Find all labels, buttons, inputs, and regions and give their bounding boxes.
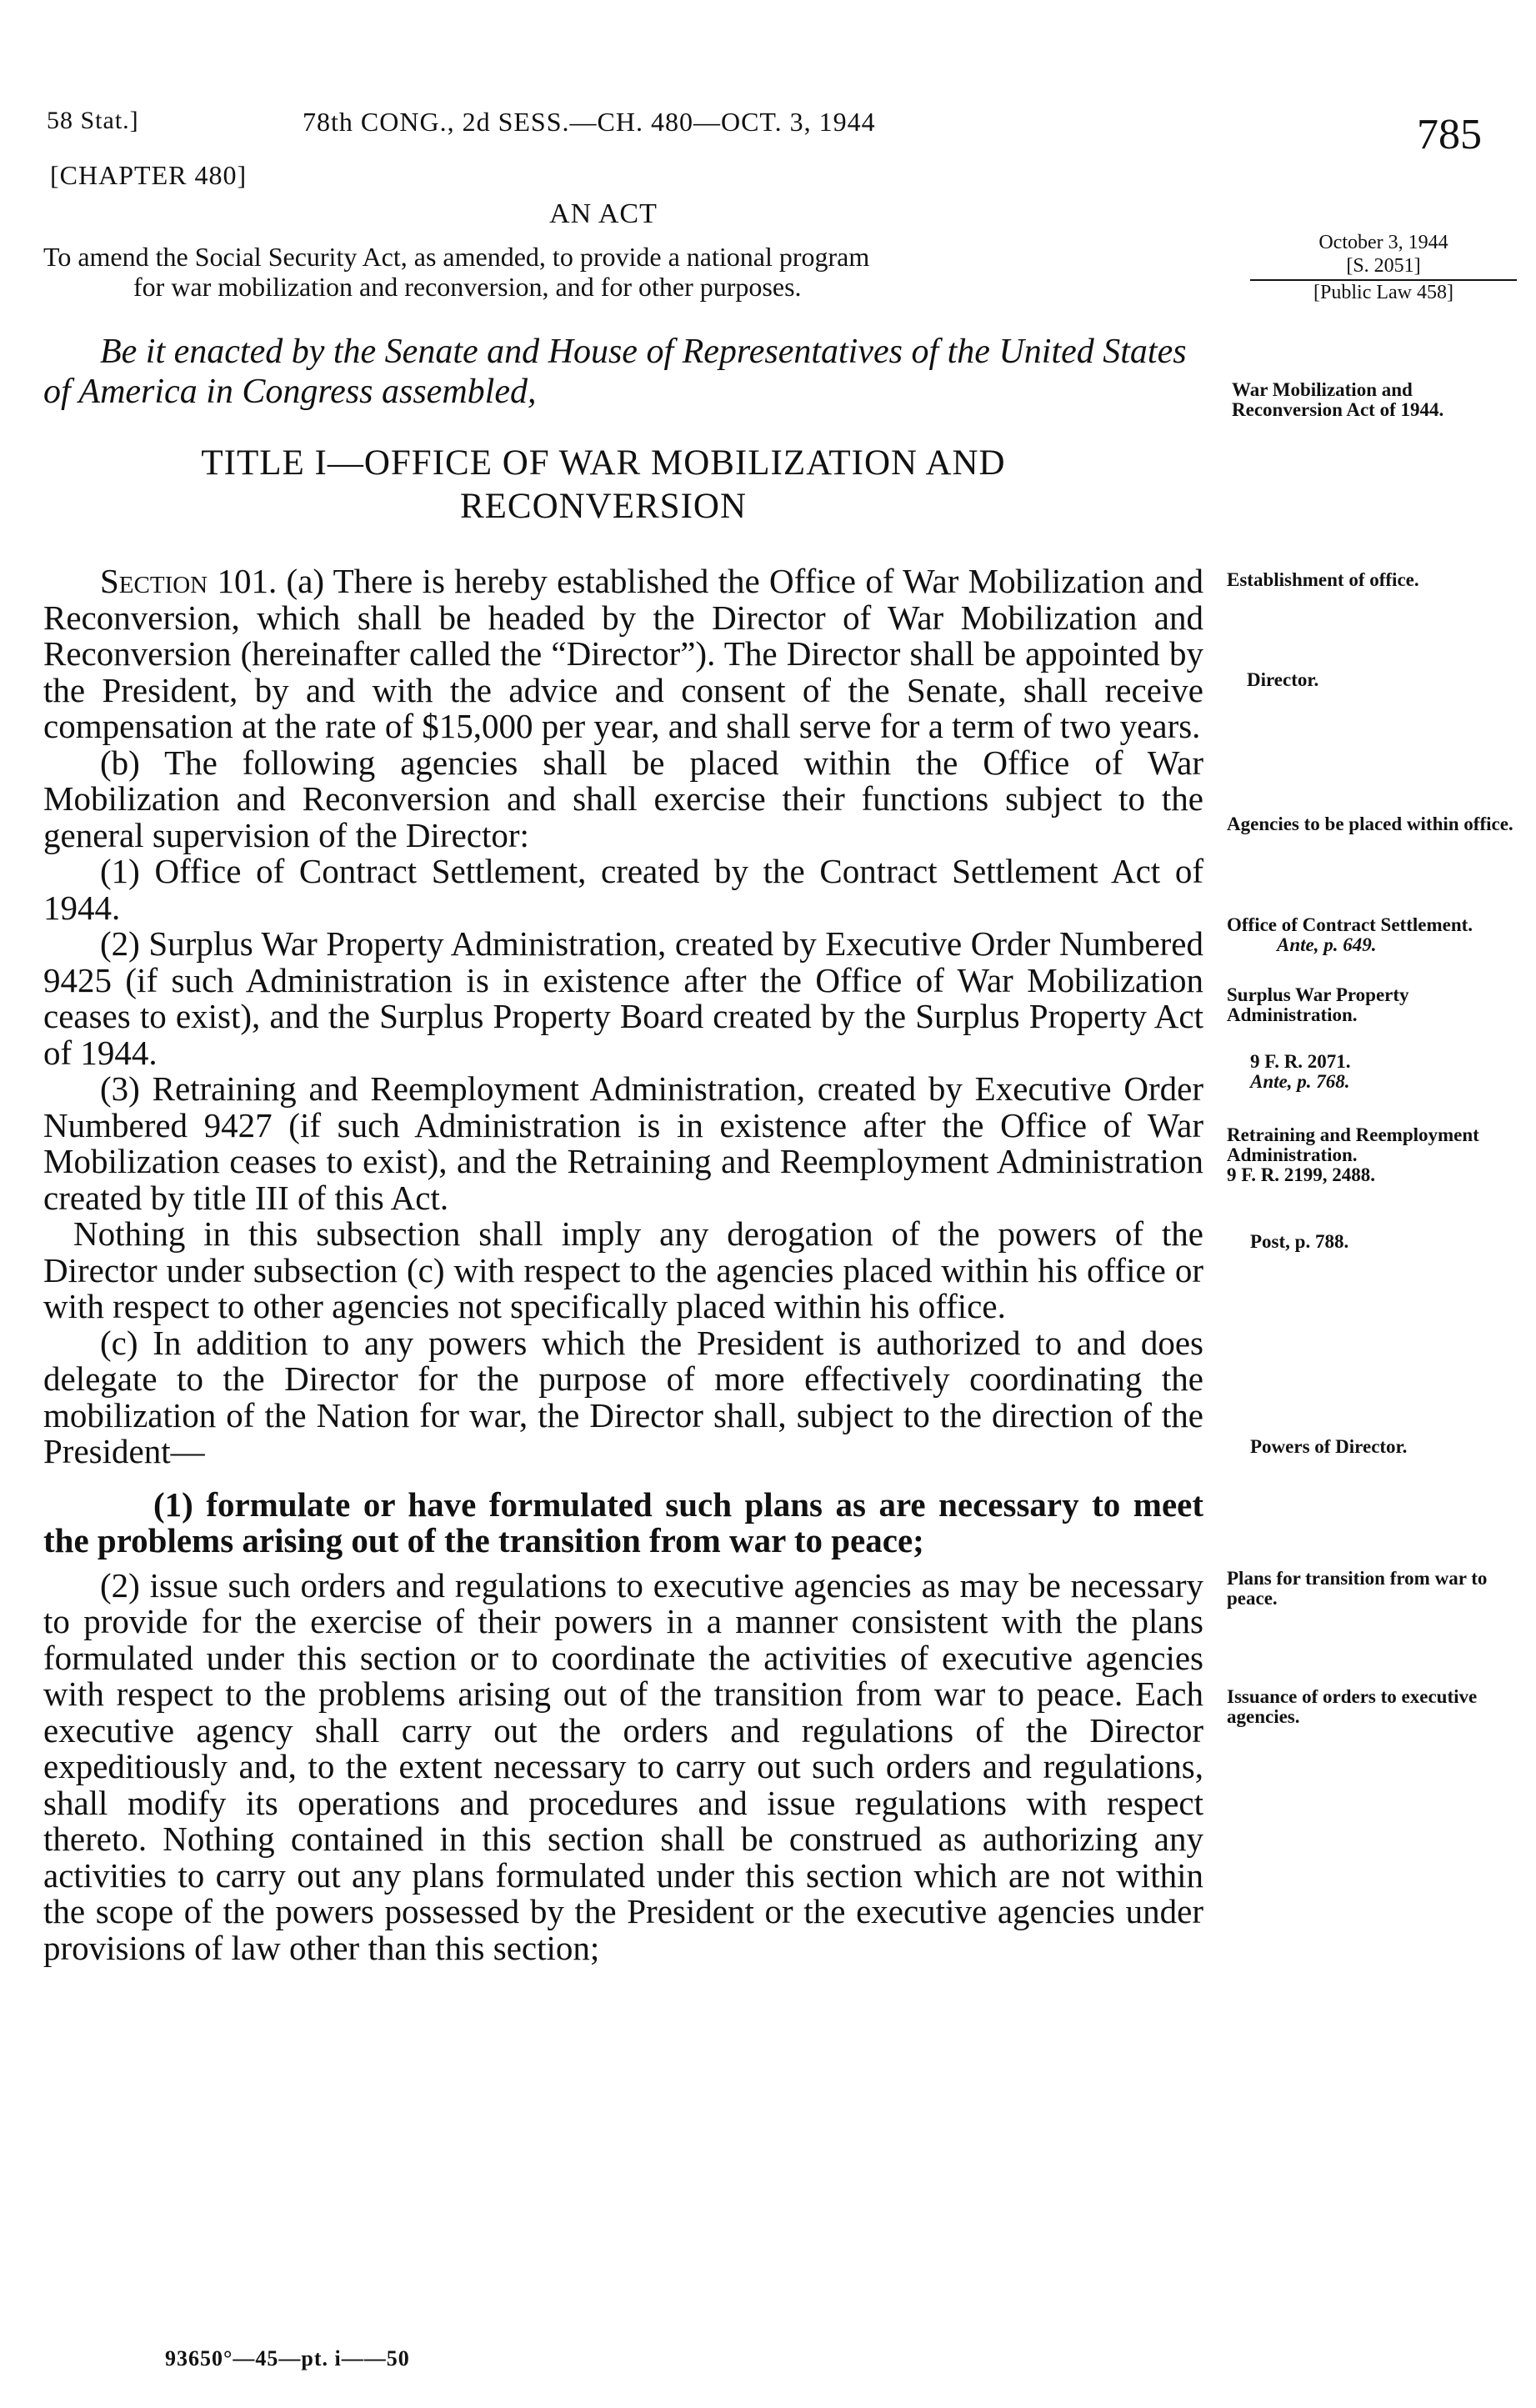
margin-note-retraining-ref: Post, p. 788. — [1250, 1231, 1349, 1252]
enacting-clause: Be it enacted by the Senate and House of Representatives of the United States of America in Congress assembled, — [43, 333, 1187, 411]
section-label: Section — [100, 562, 208, 600]
retraining-label: Retraining and Reemployment Administration. — [1227, 1124, 1479, 1165]
retraining-fr: 9 F. R. 2199, 2488. — [1227, 1164, 1376, 1185]
section-101-b-3: (3) Retraining and Reemployment Administration, created by Executive Order Numbered 9427 (if such Administration is in existence after the Office of War Mobilization ceases to exist), and the Retraining and Reemployment Administration created by title III of this Act. — [43, 1069, 1203, 1217]
enactment-info — [1242, 231, 1525, 304]
contract-settlement-label: Office of Contract Settlement. — [1227, 914, 1473, 935]
margin-note-contract-settlement — [1227, 915, 1520, 955]
title-heading — [0, 442, 1207, 528]
contract-settlement-ref: Ante, p. 649. — [1277, 934, 1377, 955]
section-101-b-1: (1) Office of Contract Settlement, created by the Contract Settlement Act of 1944. — [43, 852, 1203, 927]
printing-code: 93650°—45—pt. i——50 — [165, 2346, 410, 2370]
section-101-c: (c) In addition to any powers which the President is authorized to and does delegate to the Director for the purpose of more effectively coordinating the mobilization of the Nation for war, the Director shall, subject to the direction of the President— — [43, 1323, 1203, 1470]
spacer — [43, 1470, 1203, 1487]
section-101-b-2: (2) Surplus War Property Administration, created by Executive Order Numbered 9425 (if such Administration is in existence after the Office of War Mobilization ceases to exist), and the Surplus Property Board created by the Surplus Property Act of 1944. — [43, 924, 1203, 1072]
margin-note-powers: Powers of Director. — [1250, 1436, 1408, 1457]
running-head-session: 78th CONG., 2d SESS.—CH. 480—OCT. 3, 1944 — [303, 107, 876, 137]
body-text — [43, 563, 1203, 1966]
section-101-c-2: (2) issue such orders and regulations to executive agencies as may be necessary to provide for the exercise of their powers in a manner consistent with the plans formulated under this section or to coordinate the activities of executive agencies with respect to the problems arising out of the transition from war to peace. Each executive agency shall carry out the orders and regulations of the Director expeditiously and, to the extent necessary to carry out such orders and regulations, shall modify its operations and procedures and issue regulations with respect thereto. Nothing contained in this section shall be construed as authorizing any activities to carry out any plans formulated under this section which are not within the scope of the powers possessed by the President or the executive agencies under provisions of law other than this section; — [43, 1565, 1203, 1967]
surplus-ref: Ante, p. 768. — [1250, 1071, 1350, 1092]
running-head-volume: 58 Stat.] — [47, 107, 139, 134]
surplus-fr: 9 F. R. 2071. — [1250, 1051, 1351, 1072]
margin-note-orders: Issuance of orders to executive agencies. — [1227, 1686, 1478, 1727]
margin-note-short-title: War Mobilization and Reconversion Act of 1944. — [1232, 379, 1444, 420]
act-purpose — [43, 242, 1208, 302]
title-heading-line-1: TITLE I—OFFICE OF WAR MOBILIZATION AND — [201, 443, 1006, 483]
margin-note-retraining — [1227, 1125, 1520, 1185]
section-101-c-1: (1) formulate or have formulated such plans as are necessary to meet the problems arising out of the transition from war to peace; — [43, 1484, 1203, 1559]
chapter-label: [CHAPTER 480] — [50, 160, 248, 190]
margin-note-surplus: Surplus War Property Administration. — [1227, 984, 1409, 1025]
margin-note-agencies: Agencies to be placed within office. — [1227, 814, 1513, 834]
margin-note-plans: Plans for transition from war to peace. — [1227, 1568, 1488, 1609]
enactment-date: October 3, 1944 — [1318, 232, 1448, 253]
purpose-line-2: for war mobilization and reconversion, and for other purposes. — [133, 272, 802, 302]
public-law-number: [Public Law 458] — [1313, 282, 1453, 303]
margin-note-surplus-refs — [1250, 1052, 1536, 1092]
purpose-line-1: To amend the Social Security Act, as amended, to provide a national program — [43, 242, 870, 272]
section-101-a-text: 101. (a) There is hereby established the Office of War Mobilization and Reconversion, which shall be headed by the Director of War Mobilization and Reconversion (hereinafter called the “Director”). The Director shall be appointed by the President, by and with the advice and consent of the Senate, shall receive compensation at the rate of $15,000 per year, and shall serve for a term of two years. — [43, 562, 1204, 745]
margin-note-establishment: Establishment of office. — [1227, 569, 1419, 590]
title-heading-line-2: RECONVERSION — [459, 487, 748, 526]
margin-note-director: Director. — [1247, 669, 1319, 690]
page-number: 785 — [1417, 111, 1482, 158]
act-heading: AN ACT — [549, 198, 658, 229]
section-101-a — [43, 563, 1203, 745]
section-101-b-proviso: Nothing in this subsection shall imply any derogation of the powers of the Director under subsection (c) with respect to the agencies placed within his office or with respect to other agencies not specifically placed within his office. — [43, 1214, 1203, 1325]
bill-number: [S. 2051] — [1346, 255, 1421, 277]
section-101-b: (b) The following agencies shall be placed within the Office of War Mobilization and Reconversion and shall exercise their functions subject to the general supervision of the Director: — [43, 743, 1203, 854]
